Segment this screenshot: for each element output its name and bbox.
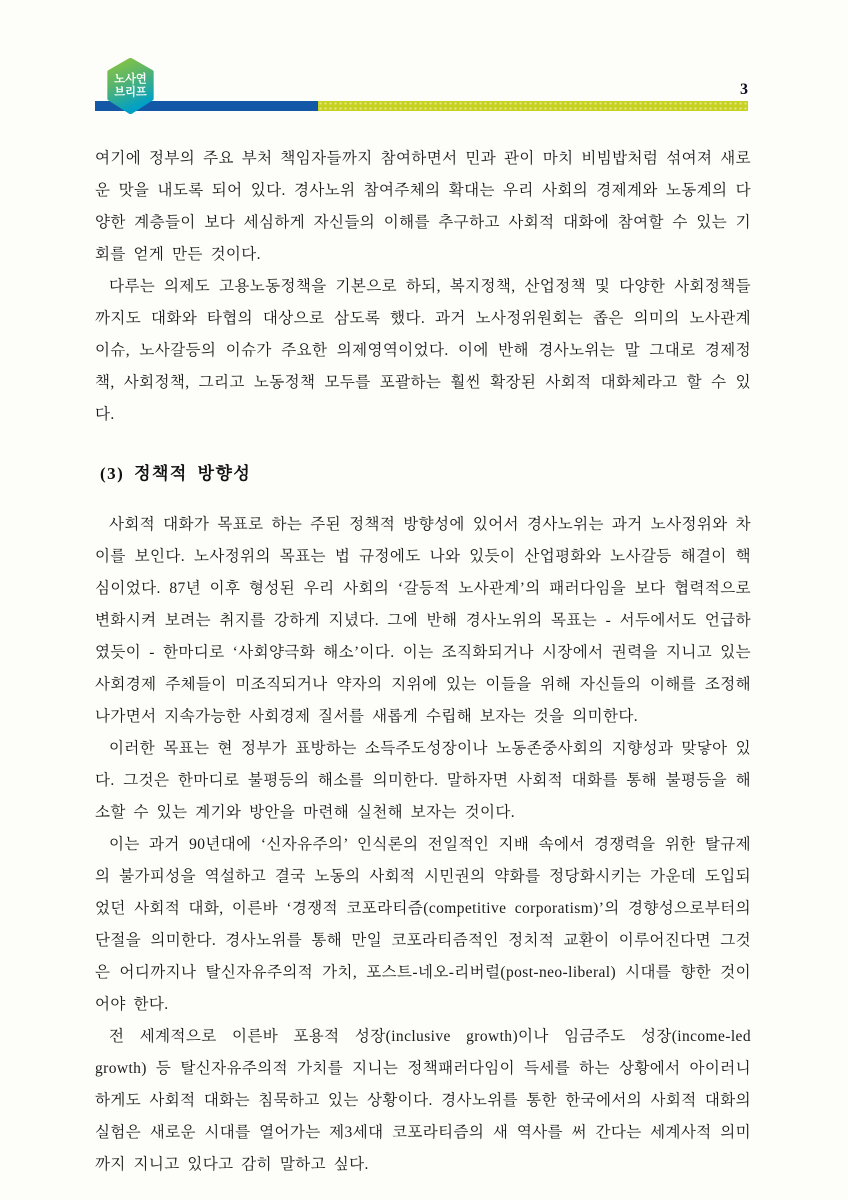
brand-logo: [105, 58, 156, 114]
paragraph-5: 이는 과거 90년대에 ‘신자유주의’ 인식론의 전일적인 지배 속에서 경쟁력을 위한 탈규제의 불가피성을 역설하고 결국 노동의 사회적 시민권의 약화를 정당화시키는 가운데 도입되었던 사회적 대화, 이른바 ‘경쟁적 코포라티즘(competitive corporatism)’의 경향성으로부터의 단절을 의미한다. 경사노위를 통해 만일 코포라티즘적인 정치적 교환이 이루어진다면 그것은 어디까지나 탈신자유주의적 가치, 포스트-네오-리버럴(post-neo-liberal) 시대를 향한 것이어야 한다.: [95, 836, 751, 1013]
hexagon-logo-icon: [105, 58, 156, 114]
logo-text-line2: 브리프: [114, 86, 147, 99]
page-number: 3: [740, 81, 748, 98]
paragraph-3: 사회적 대화가 목표로 하는 주된 정책적 방향성에 있어서 경사노위는 과거 노사정위와 차이를 보인다. 노사정위의 목표는 법 규정에도 나와 있듯이 산업평화와 노사갈등 해결이 핵심이었다. 87년 이후 형성된 우리 사회의 ‘갈등적 노사관계’의 패러다임을 보다 협력적으로 변화시켜 보려는 취지를 강하게 지녔다. 그에 반해 경사노위의 목표는 - 서두에서도 언급하였듯이 - 한마디로 ‘사회양극화 해소’이다. 이는 조직화되거나 시장에서 권력을 지니고 있는 사회경제 주체들이 미조직되거나 약자의 지위에 있는 이들을 위해 자신들의 이해를 조정해 나가면서 지속가능한 사회경제 질서를 새롭게 수립해 보자는 것을 의미한다.: [95, 516, 751, 725]
paragraph-4: 이러한 목표는 현 정부가 표방하는 소득주도성장이나 노동존중사회의 지향성과 맞닿아 있다. 그것은 한마디로 불평등의 해소를 의미한다. 말하자면 사회적 대화를 통해 불평등을 해소할 수 있는 계기와 방안을 마련해 실천해 보자는 것이다.: [95, 740, 751, 821]
header-rule: [95, 101, 748, 111]
section-heading: (3) 정책적 방향성: [100, 464, 252, 483]
header-rule-green-segment: [318, 101, 748, 111]
paragraph-1: 여기에 정부의 주요 부처 책임자들까지 참여하면서 민과 관이 마치 비빔밥처럼 섞여져 새로운 맛을 내도록 되어 있다. 경사노위 참여주체의 확대는 우리 사회의 경제계와 노동계의 다양한 계층들이 보다 세심하게 자신들의 이해를 추구하고 사회적 대화에 참여할 수 있는 기회를 얻게 만든 것이다.: [95, 150, 751, 263]
logo-text-line1: 노사연: [114, 73, 147, 86]
paragraph-6: 전 세계적으로 이른바 포용적 성장(inclusive growth)이나 임금주도 성장(income-led growth) 등 탈신자유주의적 가치를 지니는 정책패러다임이 득세를 하는 상황에서 아이러니 하게도 사회적 대화는 침묵하고 있는 상황이다. 경사노위를 통한 한국에서의 사회적 대화의 실험은 새로운 시대를 열어가는 제3세대 코포라티즘의 새 역사를 써 간다는 세계사적 의미까지 지니고 있다고 감히 말하고 싶다.: [95, 1028, 751, 1173]
paragraph-2: 다루는 의제도 고용노동정책을 기본으로 하되, 복지정책, 산업정책 및 다양한 사회정책들까지도 대화와 타협의 대상으로 삼도록 했다. 과거 노사정위원회는 좁은 의미의 노사관계 이슈, 노사갈등의 이슈가 주요한 의제영역이었다. 이에 반해 경사노위는 말 그대로 경제정책, 사회정책, 그리고 노동정책 모두를 포괄하는 훨씬 확장된 사회적 대화체라고 할 수 있다.: [95, 278, 751, 423]
document-body: [95, 143, 751, 1181]
